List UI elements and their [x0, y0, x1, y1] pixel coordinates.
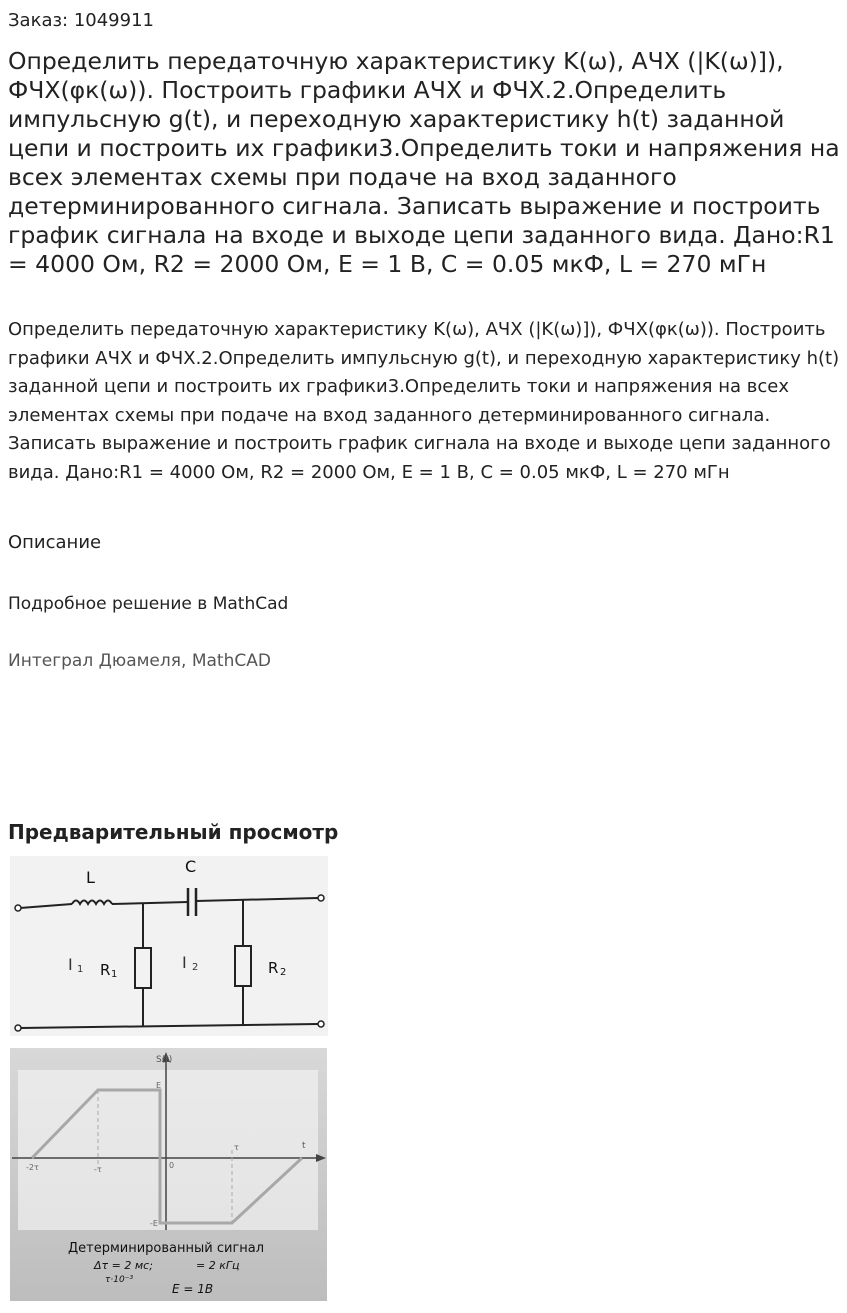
task-description: Определить передаточную характеристику K(ω), АЧХ (|K(ω)]), ФЧХ(φк(ω)). Построить графики АЧХ и ФЧХ.2.Определить импульсную g(t), и переходную характеристику h(t) заданной цепи и построить их графики3.Определить токи и напряжения на всех элементах схемы при подаче на вход заданного детерминированного сигнала. Записать выражение и построить график сигнала на входе и выходе цепи заданного вида. Дано:R1 = 4000 Ом, R2 = 2000 Ом, E = 1 B, C = 0.05 мкФ, L = 270 мГн	[8, 319, 840, 483]
order-number: Заказ: 1049911	[8, 10, 154, 31]
signal-line-3: τ·10⁻³	[105, 1275, 134, 1285]
label-R1-sub: 1	[111, 969, 118, 980]
tag-list	[8, 651, 271, 671]
signal-line-2: = 2 кГц	[196, 1259, 240, 1272]
tag-separator: ,	[181, 651, 192, 671]
label-I2-sub: 2	[192, 962, 199, 973]
signal-line-1: Δτ = 2 мс;	[94, 1259, 153, 1272]
label-R1: R	[100, 961, 111, 979]
axis-x-label: t	[302, 1141, 306, 1151]
solution-note: Подробное решение в MathCad	[8, 594, 289, 614]
label-I2: I	[182, 953, 187, 972]
preview-heading: Предварительный просмотр	[8, 820, 339, 844]
label-R2: R	[268, 959, 279, 977]
tick-minus-tau: -τ	[94, 1165, 102, 1174]
page-title: Определить передаточную характеристику K(ω), АЧХ (|K(ω)]), ФЧХ(φк(ω)). Построить графики АЧХ и ФЧХ.2.Определить импульсную g(t), и переходную характеристику h(t) заданной цепи и построить их графики3.Определить токи и напряжения на всех элементах схемы при подаче на вход заданного детерминированного сигнала. Записать выражение и построить график сигнала на входе и выходе цепи заданного вида. Дано:R1 = 4000 Ом, R2 = 2000 Ом, E = 1 B, C = 0.05 мкФ, L = 270 мГн	[8, 47, 840, 278]
tick-tau: τ	[234, 1143, 239, 1152]
tag-link[interactable]: Интеграл Дюамеля	[8, 651, 181, 671]
signal-caption: Детерминированный сигнал	[68, 1241, 265, 1256]
label-L: L	[86, 868, 95, 887]
label-R2-sub: 2	[280, 967, 287, 978]
tick-zero: 0	[169, 1161, 175, 1170]
circuit-diagram-image[interactable]	[10, 856, 328, 1036]
tag-link[interactable]: MathCAD	[191, 651, 271, 671]
level-E: E	[156, 1081, 162, 1090]
description-heading: Описание	[8, 532, 102, 553]
level-minus-E: -E	[150, 1219, 158, 1228]
signal-line-4: E = 1В	[172, 1282, 214, 1296]
axis-y-label: S(t)	[156, 1055, 173, 1065]
signal-graph-image[interactable]	[10, 1048, 327, 1301]
label-I1: I	[68, 955, 73, 974]
label-C: C	[185, 857, 197, 876]
label-I1-sub: 1	[77, 964, 84, 975]
tick-minus-2tau: -2τ	[26, 1163, 39, 1172]
